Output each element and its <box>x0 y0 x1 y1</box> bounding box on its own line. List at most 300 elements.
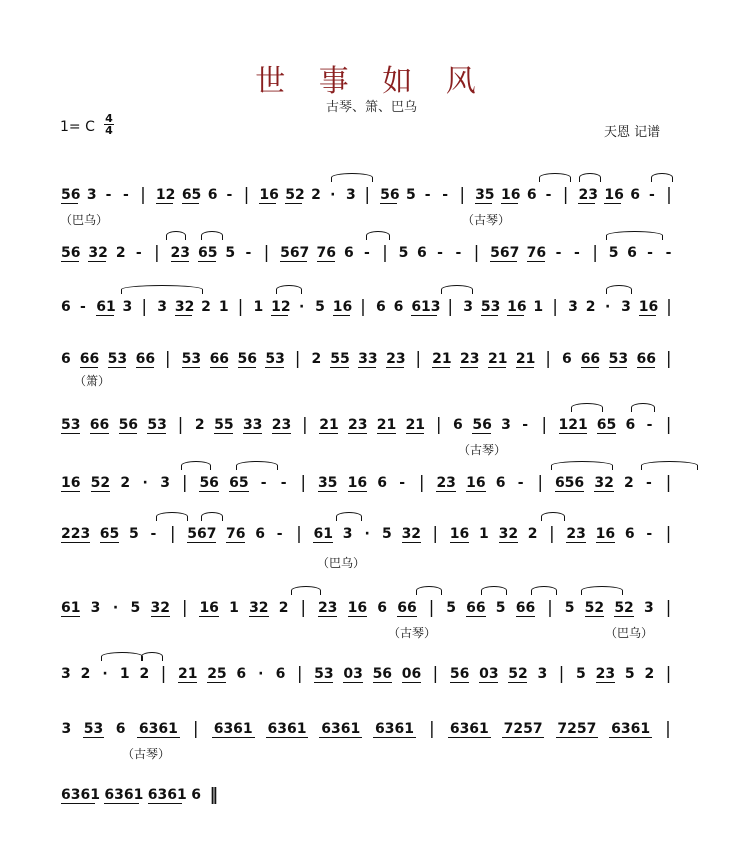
note-group: 1 <box>218 299 229 315</box>
barline: | <box>294 349 301 369</box>
hold-dash: - <box>646 526 653 542</box>
beam-underline <box>555 491 584 492</box>
note-group: 6 <box>191 787 201 803</box>
beam-underline <box>639 315 656 316</box>
beam-underline <box>148 803 182 804</box>
barline: | <box>415 349 422 369</box>
note-group: 2 <box>278 600 289 616</box>
hold-dash: - <box>455 245 462 261</box>
slur-arc <box>166 231 186 240</box>
slur-arc <box>276 285 302 294</box>
note-group: 53 <box>480 299 501 315</box>
beam-underline <box>609 737 652 738</box>
note-group: 6 <box>495 475 506 491</box>
beam-underline <box>319 433 338 434</box>
note-group: 53 <box>61 417 81 433</box>
beam-underline <box>207 682 226 683</box>
barline: | <box>666 297 672 317</box>
note-group: 12 <box>155 187 176 203</box>
beam-underline <box>318 491 337 492</box>
note-group: 3 <box>643 600 654 616</box>
beam-underline <box>156 203 173 204</box>
note-group: 567 <box>187 526 217 542</box>
slur-arc <box>579 173 601 182</box>
dotted-note-dot: · <box>605 299 611 315</box>
beam-underline <box>175 315 192 316</box>
hold-dash: - <box>245 245 252 261</box>
beam-underline <box>199 491 218 492</box>
note-group: 1 <box>533 299 544 315</box>
beam-underline <box>406 433 425 434</box>
beam-underline <box>265 367 283 368</box>
note-group: 23 <box>595 666 616 682</box>
note-group: 5 <box>564 600 575 616</box>
note-group: 21 <box>487 351 508 367</box>
note-group: 55 <box>330 351 350 367</box>
barline: | <box>418 473 425 493</box>
hold-dash: - <box>647 245 653 261</box>
note-group: 567 <box>490 245 520 261</box>
beam-underline <box>108 367 126 368</box>
beam-underline <box>402 682 421 683</box>
note-group: 5 <box>406 187 416 203</box>
barline: | <box>547 598 553 618</box>
barline: | <box>545 349 551 369</box>
note-group: 23 <box>566 526 586 542</box>
barline: | <box>382 243 388 263</box>
beam-underline <box>226 542 245 543</box>
beam-underline <box>61 433 80 434</box>
note-group: 2 <box>585 299 596 315</box>
note-group: 56 <box>472 417 492 433</box>
slur-arc <box>541 512 565 521</box>
notation-line <box>61 521 673 547</box>
beam-underline <box>249 616 268 617</box>
note-group: 06 <box>401 666 422 682</box>
beam-underline <box>100 542 119 543</box>
note-group: 66 <box>209 351 230 367</box>
note-group: 21 <box>432 351 452 367</box>
beam-underline <box>212 737 255 738</box>
note-group: 16 <box>332 299 353 315</box>
slur-arc <box>156 512 188 521</box>
beam-underline <box>585 616 604 617</box>
slur-arc <box>181 461 211 470</box>
note-group: 2 <box>624 475 634 491</box>
note-group: 52 <box>584 600 605 616</box>
note-group: 2 <box>194 417 205 433</box>
note-group: 53 <box>83 721 104 737</box>
beam-underline <box>499 542 518 543</box>
note-group: 3 <box>345 187 356 203</box>
beam-underline <box>348 433 367 434</box>
note-group: 16 <box>199 600 219 616</box>
beam-underline <box>61 542 90 543</box>
dotted-note-dot: · <box>299 299 305 315</box>
barline: | <box>192 719 199 739</box>
beam-underline <box>348 491 367 492</box>
note-group: 2 <box>139 666 150 682</box>
slur-arc <box>336 512 362 521</box>
note-group: 5 <box>315 299 325 315</box>
instrument-annotation: （古琴） <box>388 626 437 640</box>
note-group: 52 <box>285 187 305 203</box>
slur-arc <box>331 173 373 182</box>
note-group: 66 <box>89 417 110 433</box>
notation-line <box>61 782 673 808</box>
instrument-annotation: （巴乌） <box>605 626 654 640</box>
barline: | <box>473 243 480 263</box>
note-group: 3 <box>342 526 353 542</box>
note-group: 56 <box>199 475 219 491</box>
note-group: 6 <box>255 526 265 542</box>
beam-underline <box>313 542 332 543</box>
note-group: 16 <box>347 475 368 491</box>
beam-underline <box>266 737 309 738</box>
barline: | <box>435 415 442 435</box>
beam-underline <box>259 203 276 204</box>
note-group: 3 <box>90 600 101 616</box>
beam-underline <box>479 682 498 683</box>
slur-arc <box>606 285 632 294</box>
note-group: 25 <box>207 666 227 682</box>
beam-underline <box>358 367 376 368</box>
slur-arc <box>201 512 223 521</box>
note-group: 21 <box>515 351 536 367</box>
barline: | <box>665 349 672 369</box>
barline: | <box>537 473 544 493</box>
notation-line <box>61 294 673 320</box>
beam-underline <box>318 616 337 617</box>
note-group: 52 <box>508 666 528 682</box>
note-group: 1 <box>229 600 239 616</box>
barline: | <box>562 185 569 205</box>
note-group: 53 <box>147 417 167 433</box>
instrument-annotation: （箫） <box>74 374 111 388</box>
beam-underline <box>488 367 506 368</box>
beam-underline <box>596 542 615 543</box>
note-group: 6 <box>526 187 537 203</box>
note-group: 35 <box>317 475 338 491</box>
hold-dash: - <box>574 245 580 261</box>
note-group: 6361 <box>267 721 307 737</box>
note-group: 1 <box>119 666 130 682</box>
note-group: 61 <box>61 600 81 616</box>
notation-line <box>61 346 673 372</box>
note-group: 65 <box>197 245 218 261</box>
note-group: 53 <box>314 666 334 682</box>
time-signature-top: 4 <box>105 112 113 125</box>
hold-dash: - <box>442 187 448 203</box>
barline: | <box>243 185 250 205</box>
note-group: 2 <box>644 666 655 682</box>
barline: | <box>665 719 671 739</box>
instrument-annotation: （古琴） <box>462 213 511 227</box>
note-group: 53 <box>608 351 629 367</box>
barline: | <box>592 243 598 263</box>
beam-underline <box>317 261 335 262</box>
note-group: 16 <box>347 600 368 616</box>
note-group: 6361 <box>449 721 489 737</box>
beam-underline <box>527 261 545 262</box>
note-group: 6361 <box>104 787 144 803</box>
transcriber: 天恩 记谱 <box>604 125 661 140</box>
beam-underline <box>243 433 262 434</box>
note-group: 03 <box>343 666 363 682</box>
barline: | <box>459 185 466 205</box>
barline: | <box>237 297 244 317</box>
barline: | <box>177 415 184 435</box>
note-group: 6 <box>275 666 286 682</box>
beam-underline <box>597 433 616 434</box>
note-group: 53 <box>265 351 285 367</box>
slur-arc <box>121 285 203 294</box>
note-group: 2 <box>120 475 131 491</box>
note-group: 23 <box>170 245 191 261</box>
barline: | <box>429 719 435 739</box>
note-group: 5 <box>130 600 141 616</box>
note-group: 3 <box>61 666 71 682</box>
beam-underline <box>450 682 469 683</box>
note-group: 5 <box>446 600 456 616</box>
beam-underline <box>411 315 437 316</box>
beam-underline <box>151 616 170 617</box>
slur-arc <box>291 586 321 595</box>
note-group: 567 <box>280 245 310 261</box>
note-group: 3 <box>621 299 631 315</box>
beam-underline <box>90 433 109 434</box>
barline: | <box>140 185 146 205</box>
slur-arc <box>531 586 557 595</box>
beam-underline <box>137 737 180 738</box>
slur-arc <box>631 403 655 412</box>
note-group: 32 <box>498 526 519 542</box>
barline: | <box>181 598 188 618</box>
note-group: 16 <box>466 475 486 491</box>
note-group: 2 <box>527 526 538 542</box>
note-group: 66 <box>397 600 417 616</box>
beam-underline <box>436 491 455 492</box>
note-group: 32 <box>150 600 170 616</box>
beam-underline <box>386 367 404 368</box>
beam-underline <box>578 203 595 204</box>
dotted-note-dot: · <box>330 187 336 203</box>
beam-underline <box>61 803 95 804</box>
key-signature: 1= C <box>60 119 95 135</box>
slur-arc <box>201 231 223 240</box>
note-group: 66 <box>79 351 100 367</box>
hold-dash: - <box>150 526 157 542</box>
hold-dash: - <box>276 526 283 542</box>
note-group: 5 <box>381 526 392 542</box>
beam-underline <box>178 682 197 683</box>
beam-underline <box>402 542 421 543</box>
note-group: 66 <box>580 351 601 367</box>
note-group: 6 <box>393 299 404 315</box>
beam-underline <box>501 203 518 204</box>
final-barline: ‖ <box>209 785 217 805</box>
slur-arc <box>641 461 698 470</box>
beam-underline <box>199 616 218 617</box>
notation-line <box>61 412 673 438</box>
slur-arc <box>606 231 663 240</box>
beam-underline <box>147 433 166 434</box>
barline: | <box>432 524 439 544</box>
time-signature-bottom: 4 <box>105 124 113 137</box>
note-group: 61 <box>313 526 333 542</box>
hold-dash: - <box>545 187 552 203</box>
note-group: 32 <box>174 299 195 315</box>
note-group: 6 <box>625 417 636 433</box>
beam-underline <box>238 367 256 368</box>
note-group: 61 <box>96 299 116 315</box>
barline: | <box>360 297 366 317</box>
note-group: 33 <box>242 417 263 433</box>
note-group: 65 <box>181 187 202 203</box>
note-group: 6361 <box>147 787 187 803</box>
note-group: 6 <box>61 351 71 367</box>
barline: | <box>541 415 548 435</box>
note-group: 76 <box>226 526 246 542</box>
hold-dash: - <box>649 187 655 203</box>
time-signature <box>104 113 114 136</box>
barline: | <box>364 185 371 205</box>
note-group: 66 <box>135 351 156 367</box>
note-group: 2 <box>311 187 321 203</box>
note-group: 6 <box>561 351 572 367</box>
beam-underline <box>198 261 216 262</box>
beam-underline <box>559 433 587 434</box>
beam-underline <box>171 261 189 262</box>
note-group: 7257 <box>503 721 543 737</box>
note-group: 23 <box>271 417 292 433</box>
beam-underline <box>596 682 615 683</box>
note-group: 16 <box>595 526 616 542</box>
beam-underline <box>516 616 535 617</box>
hold-dash: - <box>363 245 370 261</box>
note-group: 3 <box>160 475 170 491</box>
beam-underline <box>96 315 113 316</box>
beam-underline <box>214 433 233 434</box>
note-group: 656 <box>554 475 585 491</box>
beam-underline <box>604 203 621 204</box>
note-group: 35 <box>475 187 495 203</box>
note-group: 6 <box>115 721 126 737</box>
beam-underline <box>280 261 307 262</box>
beam-underline <box>314 682 333 683</box>
barline: | <box>447 297 454 317</box>
barline: | <box>428 598 435 618</box>
slur-arc <box>416 586 442 595</box>
hold-dash: - <box>260 475 267 491</box>
hold-dash: - <box>399 475 405 491</box>
barline: | <box>296 664 303 684</box>
barline: | <box>300 598 307 618</box>
notation-line <box>61 182 673 208</box>
instrument-list: 古琴、箫、巴乌 <box>325 100 417 115</box>
barline: | <box>665 524 672 544</box>
barline: | <box>160 664 167 684</box>
slur-arc <box>581 586 623 595</box>
note-group: 16 <box>604 187 624 203</box>
beam-underline <box>380 203 397 204</box>
beam-underline <box>119 433 138 434</box>
hold-dash: - <box>424 187 431 203</box>
beam-underline <box>104 803 138 804</box>
note-group: 613 <box>411 299 441 315</box>
note-group: 03 <box>479 666 499 682</box>
note-group: 6 <box>61 299 71 315</box>
hold-dash: - <box>646 417 653 433</box>
slur-arc <box>571 403 603 412</box>
note-group: 32 <box>401 526 422 542</box>
note-group: 12 <box>271 299 291 315</box>
beam-underline <box>490 261 517 262</box>
note-group: 32 <box>594 475 614 491</box>
note-group: 6361 <box>375 721 414 737</box>
note-group: 23 <box>460 351 480 367</box>
slur-arc <box>481 586 507 595</box>
beam-underline <box>556 737 599 738</box>
note-group: 21 <box>178 666 198 682</box>
notation-line <box>61 661 673 687</box>
beam-underline <box>80 367 98 368</box>
dotted-note-dot: · <box>142 475 148 491</box>
note-group: 52 <box>90 475 111 491</box>
note-group: 6 <box>377 475 388 491</box>
note-group: 23 <box>436 475 456 491</box>
barline: | <box>302 415 308 435</box>
barline: | <box>296 524 302 544</box>
note-group: 66 <box>466 600 486 616</box>
note-group: 6 <box>630 187 641 203</box>
note-group: 6 <box>624 526 635 542</box>
note-group: 3 <box>61 721 72 737</box>
note-group: 3 <box>86 187 97 203</box>
beam-underline <box>472 433 491 434</box>
note-group: 5 <box>576 666 586 682</box>
beam-underline <box>566 542 585 543</box>
beam-underline <box>377 433 396 434</box>
beam-underline <box>229 491 248 492</box>
note-group: 21 <box>376 417 397 433</box>
note-group: 56 <box>372 666 393 682</box>
beam-underline <box>272 433 291 434</box>
barline: | <box>665 473 672 493</box>
note-group: 3 <box>501 417 511 433</box>
note-group: 121 <box>558 417 588 433</box>
slur-arc <box>441 285 473 294</box>
notation-line <box>61 716 673 742</box>
hold-dash: - <box>280 475 287 491</box>
barline: | <box>549 524 555 544</box>
note-group: 76 <box>526 245 547 261</box>
slur-arc <box>141 652 163 661</box>
barline: | <box>169 524 176 544</box>
note-group: 3 <box>568 299 578 315</box>
note-group: 6 <box>343 245 354 261</box>
note-group: 33 <box>358 351 378 367</box>
beam-underline <box>448 737 491 738</box>
hold-dash: - <box>135 245 142 261</box>
beam-underline <box>83 737 104 738</box>
note-group: 16 <box>259 187 279 203</box>
note-group: 21 <box>405 417 426 433</box>
dotted-note-dot: · <box>364 526 370 542</box>
beam-underline <box>508 682 527 683</box>
notation-line <box>61 595 673 621</box>
note-group: 5 <box>398 245 409 261</box>
